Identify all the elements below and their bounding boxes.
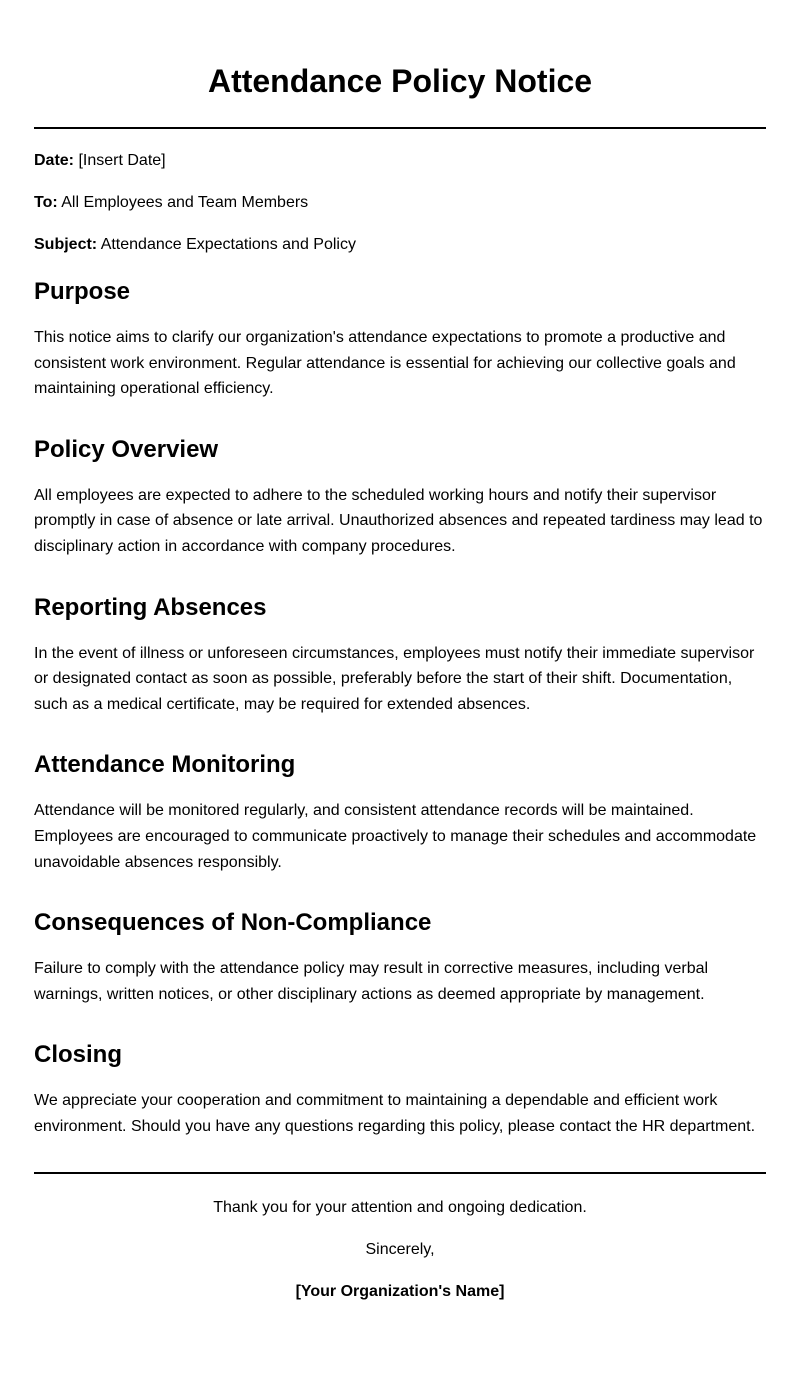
subject-line [34, 235, 766, 255]
section-consequences [34, 908, 766, 1007]
to-line [34, 193, 766, 213]
section-heading: Reporting Absences [34, 593, 267, 621]
section-policy-overview [34, 435, 766, 560]
date-line [34, 151, 766, 171]
section-body: This notice aims to clarify our organization's attendance expectations to promote a productive and consistent work environment. Regular attendance is essential for achieving our collective goals and maintaining operational efficiency. [34, 329, 736, 398]
to-label: To: [34, 194, 58, 211]
date-value: [Insert Date] [78, 152, 166, 169]
section-heading: Closing [34, 1041, 122, 1069]
section-body: In the event of illness or unforeseen circumstances, employees must notify their immediate supervisor or designated contact as soon as possible, preferably before the start of their shift. Documentation, such as a medical certificate, may be required for extended absences. [34, 644, 755, 713]
letter-footer [34, 1198, 766, 1302]
section-reporting-absences [34, 593, 766, 718]
section-attendance-monitoring [34, 750, 766, 875]
bottom-divider [34, 1172, 766, 1174]
section-heading: Policy Overview [34, 435, 219, 463]
document-title: Attendance Policy Notice [207, 63, 593, 99]
section-closing [34, 1040, 766, 1139]
section-body: Failure to comply with the attendance policy may result in corrective measures, including verbal warnings, written notices, or other disciplinary actions as deemed appropriate by management. [34, 960, 709, 1003]
section-body: Attendance will be monitored regularly, and consistent attendance records will be maintained. Employees are encouraged to communicate proactively to manage their schedules and accommodate unavoidable absences responsibly. [34, 802, 757, 871]
subject-value: Attendance Expectations and Policy [100, 236, 356, 253]
sign-off: Sincerely, [365, 1240, 435, 1258]
section-body: We appreciate your cooperation and commitment to maintaining a dependable and efficient work environment. Should you have any questions regarding this policy, please contact the HR department. [34, 1092, 756, 1135]
subject-label: Subject: [34, 236, 98, 253]
to-value: All Employees and Team Members [61, 194, 309, 211]
section-heading: Purpose [34, 278, 131, 305]
memo-header [34, 129, 766, 255]
thank-you-line: Thank you for your attention and ongoing dedication. [213, 1198, 587, 1216]
section-heading: Consequences of Non-Compliance [34, 909, 432, 937]
section-purpose [34, 277, 766, 402]
section-body: All employees are expected to adhere to the scheduled working hours and notify their supervisor promptly in case of absence or late arrival. Unauthorized absences and repeated tardiness may lead to disciplinary action in accordance with company procedures. [34, 486, 763, 555]
section-heading: Attendance Monitoring [34, 751, 296, 779]
organization-name: [Your Organization's Name] [295, 1282, 505, 1300]
date-label: Date: [34, 152, 75, 169]
